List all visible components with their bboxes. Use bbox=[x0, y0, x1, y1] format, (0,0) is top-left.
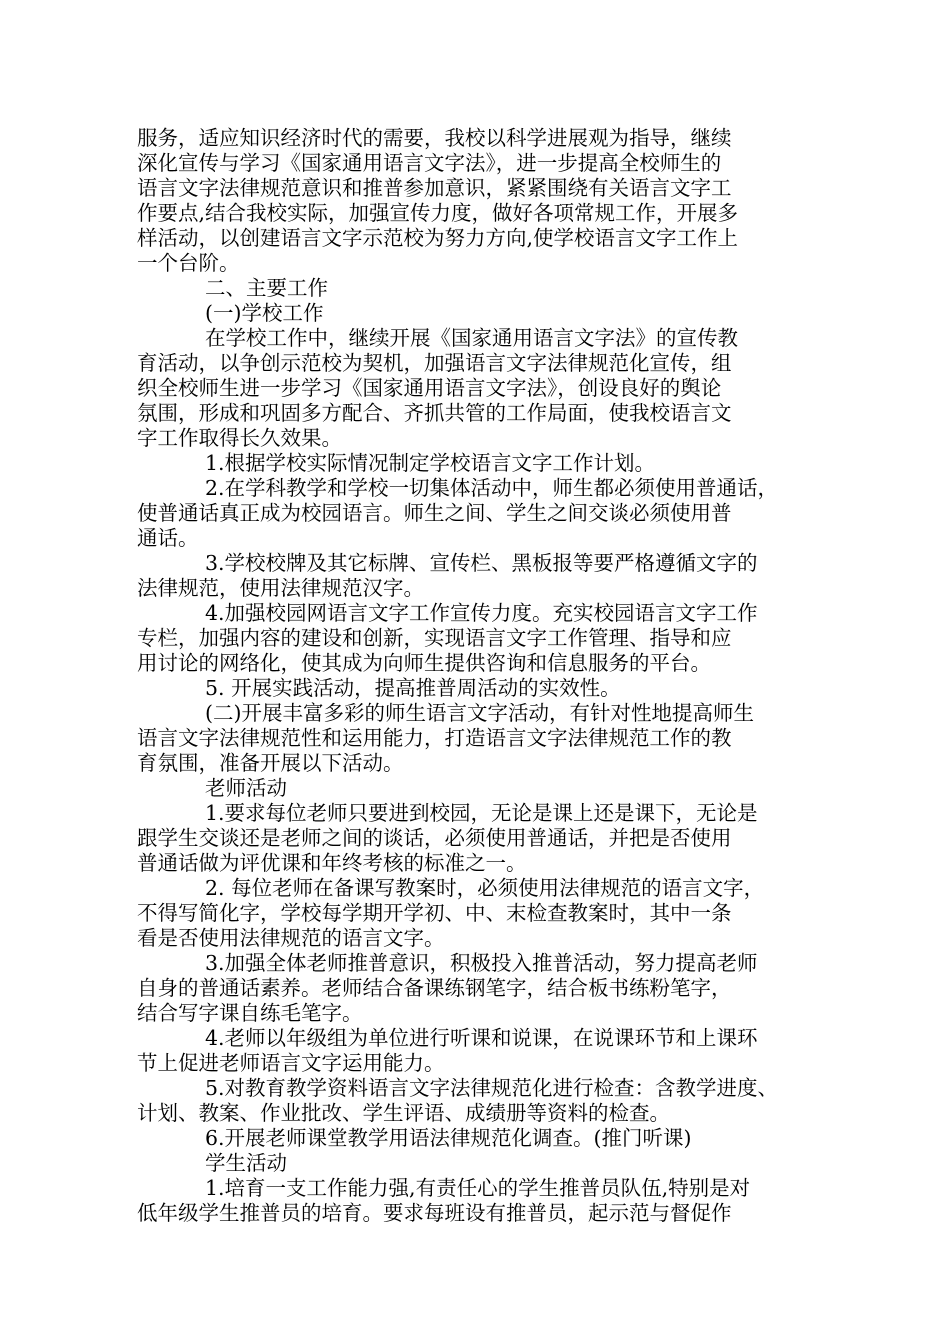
text-line: 育氛围，准备开展以下活动。 bbox=[137, 751, 404, 775]
text-line: 一个台阶。 bbox=[137, 251, 240, 275]
list-item: 3.学校校牌及其它标牌、宣传栏、黑板报等要严格遵循文字的 bbox=[205, 551, 758, 575]
text-line: 作要点,结合我校实际，加强宣传力度，做好各项常规工作，开展多 bbox=[137, 201, 739, 225]
text-line: 服务，适应知识经济时代的需要，我校以科学进展观为指导，继续 bbox=[137, 126, 732, 150]
text-line: 低年级学生推普员的培育。要求每班设有推普员，起示范与督促作 bbox=[137, 1201, 732, 1225]
text-line: 在学校工作中，继续开展《国家通用语言文字法》的宣传教 bbox=[205, 326, 738, 350]
list-item: 5. 开展实践活动，提高推普周活动的实效性。 bbox=[205, 676, 621, 700]
subsection-heading: 学生活动 bbox=[205, 1151, 287, 1175]
text-line: 使普通话真正成为校园语言。师生之间、学生之间交谈必须使用普 bbox=[137, 501, 732, 525]
text-line: 字工作取得长久效果。 bbox=[137, 426, 342, 450]
text-line: 专栏，加强内容的建设和创新，实现语言文字工作管理、指导和应 bbox=[137, 626, 732, 650]
text-line: 深化宣传与学习《国家通用语言文字法》，进一步提高全校师生的 bbox=[137, 151, 722, 175]
text-line: 节上促进老师语言文字运用能力。 bbox=[137, 1051, 445, 1075]
section-heading: 二、主要工作 bbox=[205, 276, 328, 300]
text-line: 样活动，以创建语言文字示范校为努力方向,使学校语言文字工作上 bbox=[137, 226, 739, 250]
list-item: 2.在学科教学和学校一切集体活动中，师生都必须使用普通话， bbox=[205, 476, 779, 500]
text-line: 看是否使用法律规范的语言文字。 bbox=[137, 926, 445, 950]
list-item: 4.老师以年级组为单位进行听课和说课，在说课环节和上课环 bbox=[205, 1026, 758, 1050]
text-line: 普通话做为评优课和年终考核的标准之一。 bbox=[137, 851, 527, 875]
subsection-heading: (二)开展丰富多彩的师生语言文字活动，有针对性地提高师生 bbox=[205, 701, 754, 725]
text-line: 语言文字法律规范性和运用能力，打造语言文字法律规范工作的教 bbox=[137, 726, 732, 750]
text-line: 通话。 bbox=[137, 526, 199, 550]
subsection-heading: 老师活动 bbox=[205, 776, 287, 800]
subsection-heading: (一)学校工作 bbox=[205, 301, 324, 325]
text-line: 跟学生交谈还是老师之间的谈话，必须使用普通话，并把是否使用 bbox=[137, 826, 732, 850]
text-line: 不得写简化字，学校每学期开学初、中、末检查教案时，其中一条 bbox=[137, 901, 732, 925]
text-line: 氛围，形成和巩固多方配合、齐抓共管的工作局面，使我校语言文 bbox=[137, 401, 732, 425]
text-line: 计划、教案、作业批改、学生评语、成绩册等资料的检查。 bbox=[137, 1101, 670, 1125]
list-item: 4.加强校园网语言文字工作宣传力度。充实校园语言文字工作 bbox=[205, 601, 758, 625]
list-item: 3.加强全体老师推普意识，积极投入推普活动，努力提高老师 bbox=[205, 951, 758, 975]
text-line: 自身的普通话素养。老师结合备课练钢笔字，结合板书练粉笔字， bbox=[137, 976, 732, 1000]
list-item: 6.开展老师课堂教学用语法律规范化调查。(推门听课) bbox=[205, 1126, 692, 1150]
text-line: 织全校师生进一步学习《国家通用语言文字法》，创设良好的舆论 bbox=[137, 376, 722, 400]
text-line: 用讨论的网络化，使其成为向师生提供咨询和信息服务的平台。 bbox=[137, 651, 711, 675]
text-line: 语言文字法律规范意识和推普参加意识，紧紧围绕有关语言文字工 bbox=[137, 176, 732, 200]
text-line: 法律规范，使用法律规范汉字。 bbox=[137, 576, 424, 600]
list-item: 1.根据学校实际情况制定学校语言文字工作计划。 bbox=[205, 451, 656, 475]
list-item: 1.培育一支工作能力强,有责任心的学生推普员队伍,特别是对 bbox=[205, 1176, 751, 1200]
list-item: 1.要求每位老师只要进到校园，无论是课上还是课下，无论是 bbox=[205, 801, 758, 825]
text-line: 育活动，以争创示范校为契机，加强语言文字法律规范化宣传，组 bbox=[137, 351, 732, 375]
text-line: 结合写字课自练毛笔字。 bbox=[137, 1001, 363, 1025]
list-item: 5.对教育教学资料语言文字法律规范化进行检查：含教学进度、 bbox=[205, 1076, 779, 1100]
list-item: 2. 每位老师在备课写教案时，必须使用法律规范的语言文字， bbox=[205, 876, 765, 900]
